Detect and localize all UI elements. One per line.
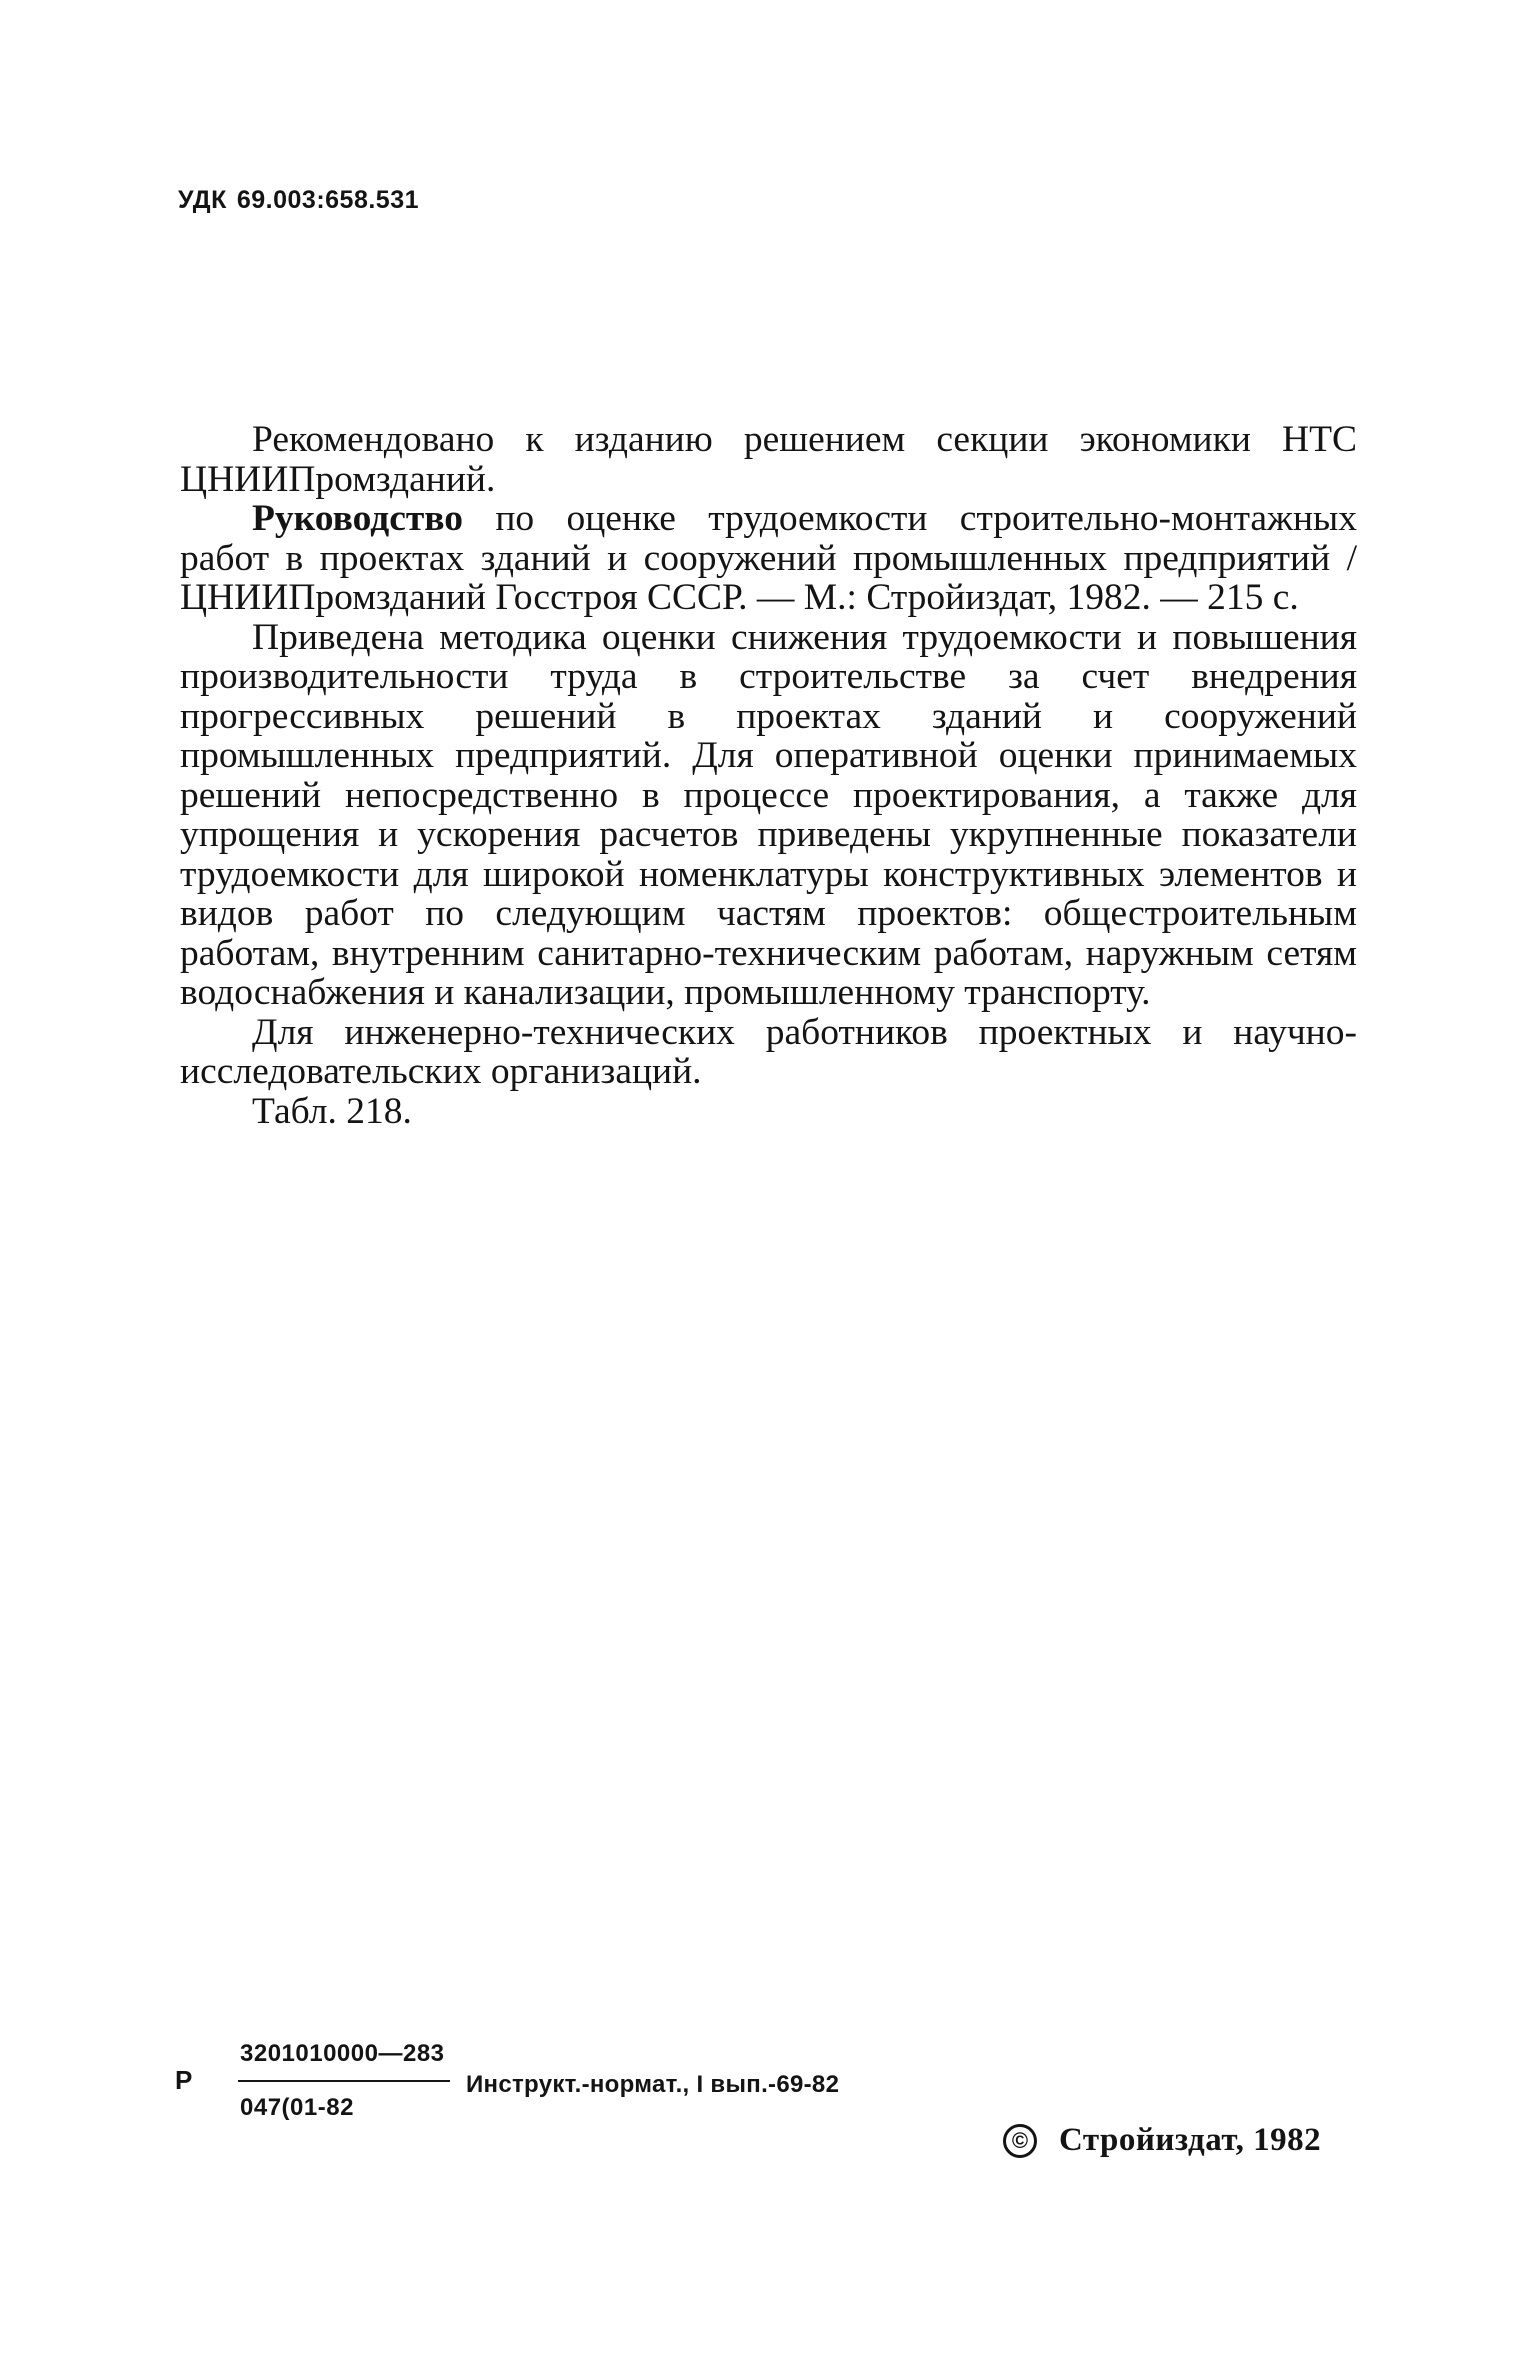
copyright-text: Стройиздат, 1982 bbox=[1059, 2122, 1322, 2158]
copyright-notice bbox=[1003, 2122, 1321, 2159]
imprint-numerator: 3201010000—283 bbox=[240, 2040, 445, 2067]
udk-code bbox=[178, 186, 419, 215]
recommendation-paragraph: Рекомендовано к изданию решением секции экономики НТС ЦНИИПромзданий. bbox=[180, 419, 1357, 500]
copyright-icon: © bbox=[1003, 2124, 1037, 2158]
tables-count: Табл. 218. bbox=[252, 1090, 412, 1132]
bibliographic-entry bbox=[180, 499, 1357, 618]
book-title: Руководство bbox=[252, 498, 464, 539]
udk-label: УДК bbox=[178, 186, 227, 214]
annotation-block bbox=[180, 419, 1357, 1132]
audience-paragraph: Для инженерно-технических работников проектных и научно-исследовательских организаций. bbox=[180, 1011, 1357, 1092]
instruction-code: Инструкт.-нормат., I вып.-69-82 bbox=[466, 2071, 840, 2098]
description-paragraph: Приведена методика оценки снижения трудоемкости и повышения производительности труда в строительстве за счет внедрения прогрессивных решений в проектах зданий и сооружений промышленных предприятий. Для оперативной оценки принимаемых решений непосредственно в процессе проектирования, а также для упрощения и ускорения расчетов приведены укрупненные показатели трудоемкости для широкой номенклатуры конструктивных элементов и видов работ по следующим частям проектов: общестроительным работам, внутренним санитарно-техническим работам, наружным сетям водоснабжения и канализации, промышленному транспорту. bbox=[180, 616, 1357, 1013]
imprint-letter: Р bbox=[175, 2065, 193, 2095]
bibliographic-details: по оценке трудоемкости строительно-монтажных работ в проектах зданий и сооружений промышленных предприятий / ЦНИИПромзданий Госстроя СССР. — М.: Стройиздат, 1982. — 215 с. bbox=[180, 498, 1357, 618]
fraction-divider bbox=[238, 2080, 450, 2082]
imprint-denominator: 047(01-82 bbox=[240, 2094, 354, 2121]
udk-number: 69.003:658.531 bbox=[236, 186, 420, 214]
